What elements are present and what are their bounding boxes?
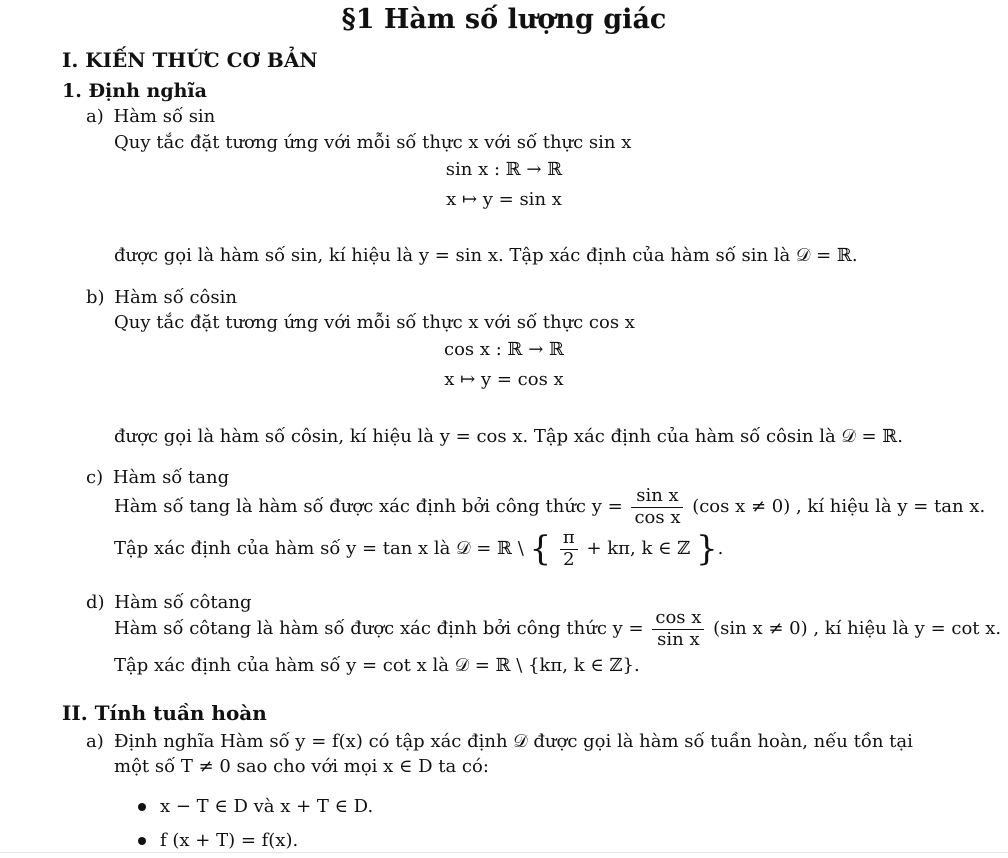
cos-conclusion: được gọi là hàm số côsin, kí hiệu là y = cos x. Tập xác định của hàm số côsin là 𝒟 = ℝ. xyxy=(114,426,903,447)
item-label: b) xyxy=(86,287,105,308)
tan-def-text: Hàm số tang là hàm số được xác định bởi công thức y = xyxy=(114,496,623,518)
item-title: Hàm số sin xyxy=(113,106,216,127)
item-title: Hàm số tang xyxy=(112,467,230,488)
fraction-numerator: sin x xyxy=(631,486,683,508)
item-title: Hàm số côsin xyxy=(114,287,237,308)
cos-rule-text: Quy tắc đặt tương ứng với mỗi số thực x với số thực cos x xyxy=(114,312,635,333)
bullet-item xyxy=(138,830,298,851)
page-bottom-divider xyxy=(0,852,1008,853)
item-label: c) xyxy=(86,467,104,488)
tan-def-condition: (cos x ≠ 0) , kí hiệu là y = tan x. xyxy=(692,496,986,518)
subsection-definition: 1. Định nghĩa xyxy=(62,80,207,102)
sin-rule-text: Quy tắc đặt tương ứng với mỗi số thực x với số thực sin x xyxy=(114,132,632,153)
cot-def-condition: (sin x ≠ 0) , kí hiệu là y = cot x. xyxy=(713,618,1002,640)
bullet-text: f (x + T) = f(x). xyxy=(160,830,299,851)
bullet-icon xyxy=(138,837,146,845)
cos-over-sin-fraction xyxy=(652,608,704,650)
bullet-icon xyxy=(138,803,146,811)
periodicity-item-label: a) xyxy=(86,731,104,752)
fraction-numerator: π xyxy=(560,528,578,550)
sin-mapping-line1: sin x : ℝ → ℝ xyxy=(445,159,563,180)
cot-definition xyxy=(114,608,1001,650)
tan-definition xyxy=(114,486,985,528)
section-heading-periodicity: II. Tính tuần hoàn xyxy=(62,701,267,725)
item-title: Hàm số côtang xyxy=(114,592,252,613)
sin-conclusion: được gọi là hàm số sin, kí hiệu là y = sin x. Tập xác định của hàm số sin là 𝒟 = ℝ. xyxy=(114,245,858,266)
tan-domain-text: Tập xác định của hàm số y = tan x là 𝒟 = ℝ \ xyxy=(114,538,524,560)
sin-over-cos-fraction xyxy=(631,486,683,528)
left-brace: { xyxy=(529,529,552,570)
sin-mapping-line2: x ↦ y = sin x xyxy=(446,189,562,210)
cos-mapping-line2: x ↦ y = cos x xyxy=(444,369,564,390)
tan-domain-set: + kπ, k ∈ ℤ xyxy=(586,538,691,560)
item-b-cosin xyxy=(86,287,237,308)
bullet-text: x − T ∈ D và x + T ∈ D. xyxy=(160,796,374,817)
cos-mapping-line1: cos x : ℝ → ℝ xyxy=(444,339,564,360)
fraction-denominator: cos x xyxy=(634,506,681,528)
page-title: §1 Hàm số lượng giác xyxy=(341,4,667,35)
right-brace: } xyxy=(696,529,718,570)
item-c-tang xyxy=(86,467,229,488)
tan-domain: Tập xác định của hàm số y = tan x là 𝒟 = ℝ \ { $\frac{\pi}{2}$ + kπ, k ∈ ℤ }. xyxy=(114,527,724,570)
bullet-item xyxy=(138,796,373,817)
item-a-sin xyxy=(86,106,215,127)
section-heading-basic-knowledge: I. KIẾN THỨC CƠ BẢN xyxy=(62,48,318,72)
item-label: a) xyxy=(86,106,104,127)
cot-domain: Tập xác định của hàm số y = cot x là 𝒟 = ℝ \ {kπ, k ∈ ℤ}. xyxy=(114,655,640,676)
periodicity-definition-line2: một số T ≠ 0 sao cho với mọi x ∈ D ta có: xyxy=(114,756,489,777)
item-label: d) xyxy=(86,592,105,613)
fraction-denominator: sin x xyxy=(657,628,700,650)
periodicity-definition-line1: Định nghĩa Hàm số y = f(x) có tập xác định 𝒟 được gọi là hàm số tuần hoàn, nếu tồn tại xyxy=(114,731,913,752)
fraction-numerator: cos x xyxy=(652,608,704,630)
pi-over-2-fraction xyxy=(560,528,578,570)
fraction-denominator: 2 xyxy=(563,548,575,570)
cot-def-text: Hàm số côtang là hàm số được xác định bởi công thức y = xyxy=(114,618,644,640)
